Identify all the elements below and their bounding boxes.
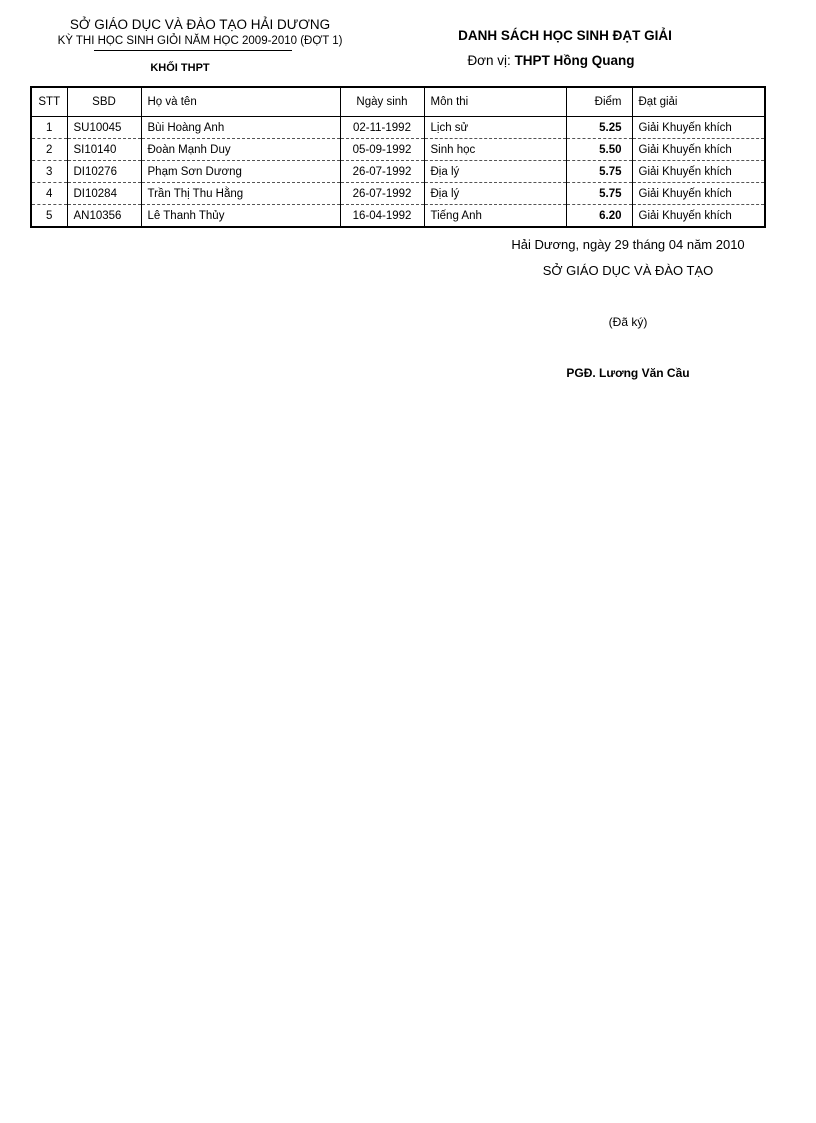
- cell-subject: Địa lý: [424, 183, 566, 205]
- cell-name: Lê Thanh Thủy: [141, 205, 340, 228]
- table-row: [31, 183, 765, 205]
- column-header-sbd: SBD: [67, 87, 141, 117]
- list-title: DANH SÁCH HỌC SINH ĐẠT GIẢI: [458, 28, 672, 43]
- table-row: [31, 117, 765, 139]
- cell-birthdate: 26-07-1992: [340, 183, 424, 205]
- unit-name: THPT Hồng Quang: [514, 53, 635, 68]
- cell-subject: Tiếng Anh: [424, 205, 566, 228]
- column-header-name: Họ và tên: [141, 87, 340, 117]
- signer-name: PGĐ. Lương Văn Cầu: [566, 366, 690, 380]
- cell-sbd: SU10045: [67, 117, 141, 139]
- cell-award: Giải Khuyến khích: [632, 117, 765, 139]
- unit-label: Đơn vị:: [467, 53, 515, 68]
- cell-stt: 4: [31, 183, 67, 205]
- cell-stt: 1: [31, 117, 67, 139]
- cell-stt: 3: [31, 161, 67, 183]
- school-block: KHỐI THPT: [150, 62, 210, 74]
- cell-award: Giải Khuyến khích: [632, 139, 765, 161]
- cell-birthdate: 26-07-1992: [340, 161, 424, 183]
- cell-sbd: DI10284: [67, 183, 141, 205]
- column-header-award: Đạt giải: [632, 87, 765, 117]
- cell-subject: Địa lý: [424, 161, 566, 183]
- cell-award: Giải Khuyến khích: [632, 183, 765, 205]
- cell-stt: 2: [31, 139, 67, 161]
- signed-note: (Đã ký): [608, 315, 648, 329]
- cell-name: Phạm Sơn Dương: [141, 161, 340, 183]
- cell-award: Giải Khuyến khích: [632, 161, 765, 183]
- exam-title: KỲ THI HỌC SINH GIỎI NĂM HỌC 2009-2010 (ĐỢT 1): [57, 35, 343, 47]
- cell-score: 5.75: [566, 183, 632, 205]
- cell-subject: Sinh học: [424, 139, 566, 161]
- cell-birthdate: 16-04-1992: [340, 205, 424, 228]
- exam-title-underline: [94, 50, 292, 51]
- table-row: [31, 205, 765, 228]
- unit-line: [420, 53, 682, 68]
- cell-birthdate: 05-09-1992: [340, 139, 424, 161]
- issuing-department: SỞ GIÁO DỤC VÀ ĐÀO TẠO: [542, 263, 714, 278]
- results-table: [30, 86, 766, 228]
- cell-name: Trần Thị Thu Hằng: [141, 183, 340, 205]
- cell-birthdate: 02-11-1992: [340, 117, 424, 139]
- column-header-stt: STT: [31, 87, 67, 117]
- cell-award: Giải Khuyến khích: [632, 205, 765, 228]
- place-and-date: Hải Dương, ngày 29 tháng 04 năm 2010: [511, 237, 745, 252]
- column-header-score: Điểm: [566, 87, 632, 117]
- cell-score: 6.20: [566, 205, 632, 228]
- table-row: [31, 161, 765, 183]
- cell-score: 5.25: [566, 117, 632, 139]
- cell-sbd: DI10276: [67, 161, 141, 183]
- cell-stt: 5: [46, 209, 53, 222]
- cell-score: 5.75: [566, 161, 632, 183]
- cell-score: 5.50: [566, 139, 632, 161]
- organization-name: SỞ GIÁO DỤC VÀ ĐÀO TẠO HẢI DƯƠNG: [69, 17, 331, 32]
- cell-name: Đoàn Mạnh Duy: [141, 139, 340, 161]
- table-row: [31, 139, 765, 161]
- column-header-birthdate: Ngày sinh: [340, 87, 424, 117]
- column-header-subject: Môn thi: [424, 87, 566, 117]
- cell-sbd: AN10356: [67, 205, 141, 228]
- table-header-row: [31, 87, 765, 117]
- cell-name: Bùi Hoàng Anh: [141, 117, 340, 139]
- cell-sbd: SI10140: [67, 139, 141, 161]
- cell-subject: Lịch sử: [424, 117, 566, 139]
